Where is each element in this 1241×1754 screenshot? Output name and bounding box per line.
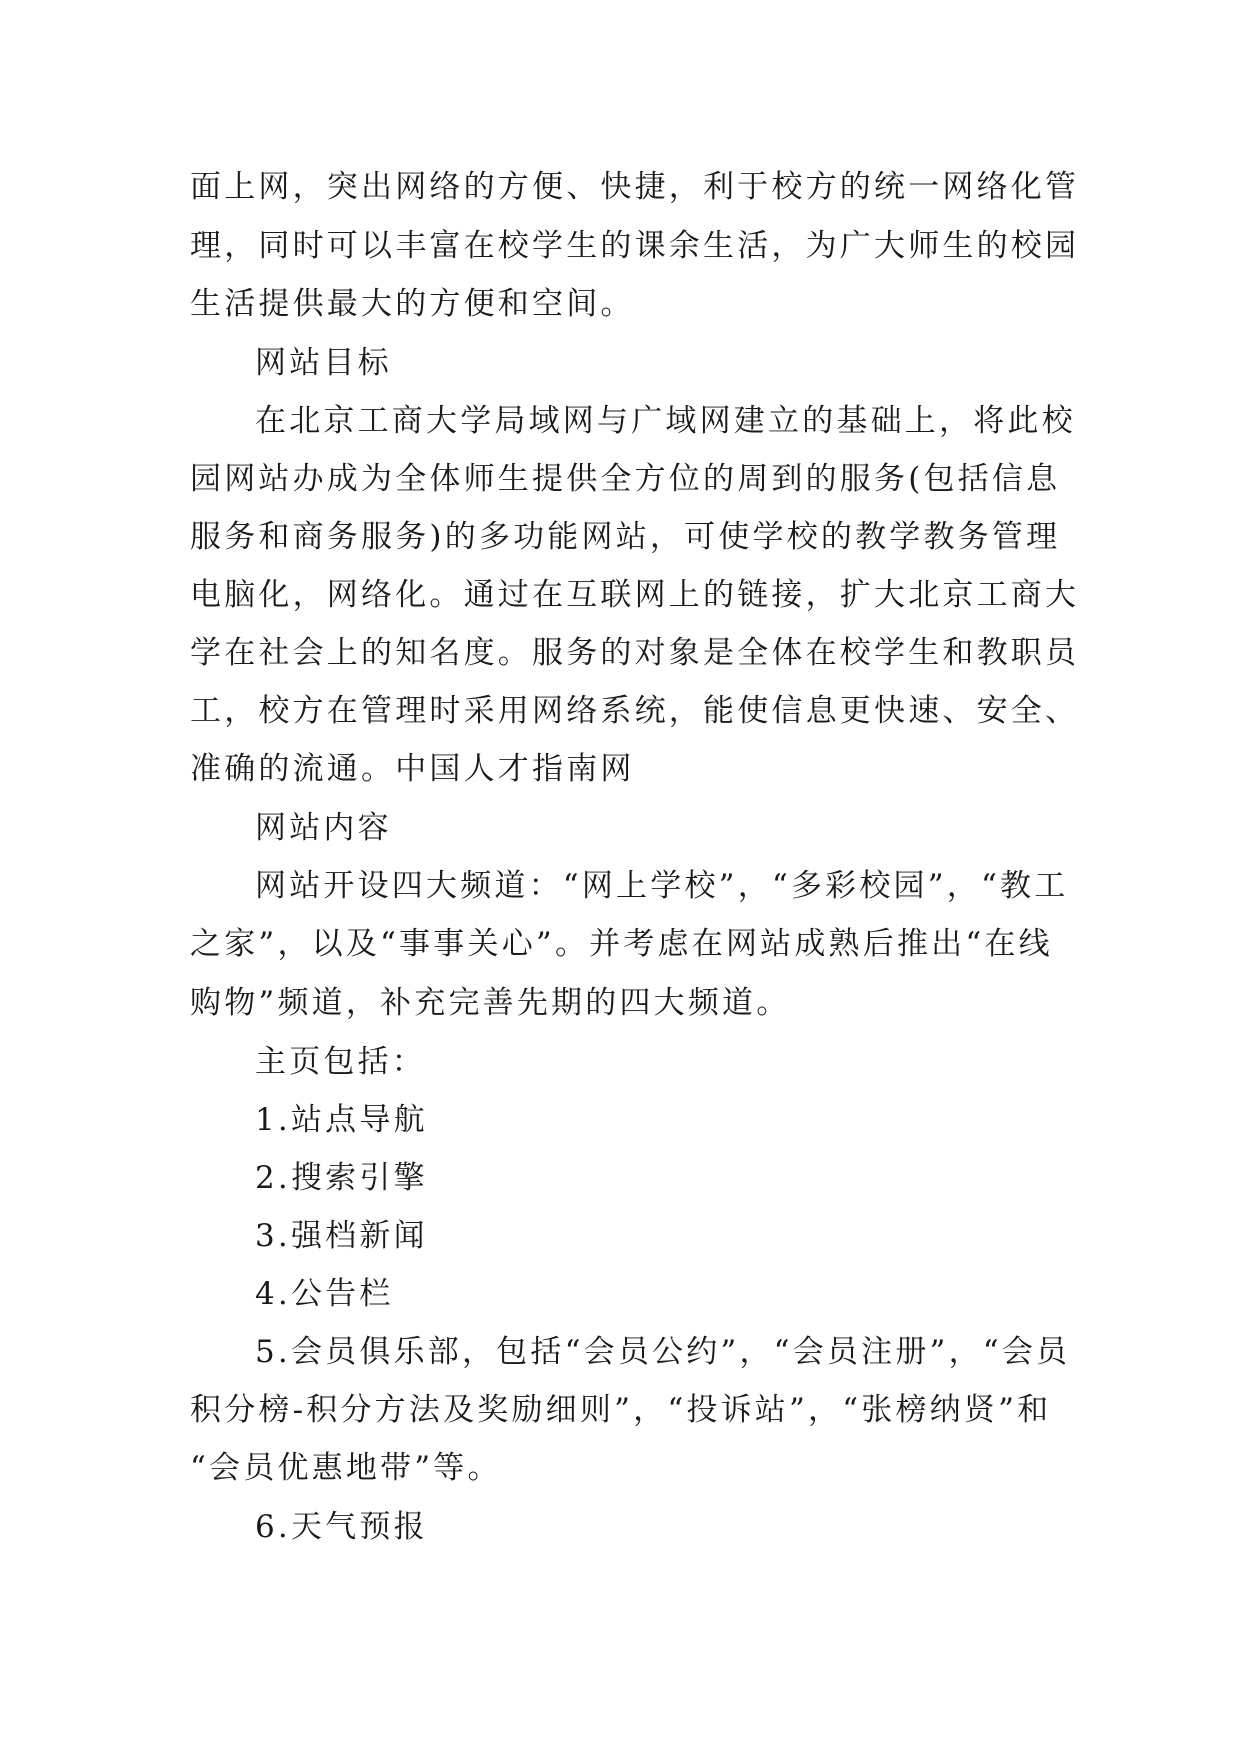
text-line: 购物”频道，补充完善先期的四大频道。 bbox=[190, 985, 791, 1021]
section-heading: 网站目标 bbox=[255, 345, 392, 381]
list-item: 3.强档新闻 bbox=[255, 1218, 428, 1254]
text-line: 生活提供最大的方便和空间。 bbox=[190, 286, 635, 322]
text-line: 之家”，以及“事事关心”。并考虑在网站成熟后推出“在线 bbox=[190, 926, 1053, 962]
text-line: 积分榜-积分方法及奖励细则”，“投诉站”，“张榜纳贤”和 bbox=[190, 1392, 1052, 1428]
text-line: 园网站办成为全体师生提供全方位的周到的服务(包括信息 bbox=[190, 461, 1061, 497]
list-item: 5.会员俱乐部，包括“会员公约”，“会员注册”，“会员 bbox=[255, 1334, 1071, 1370]
text-line: 面上网，突出网络的方便、快捷，利于校方的统一网络化管 bbox=[190, 169, 1080, 205]
text-line: 工，校方在管理时采用网络系统，能使信息更快速、安全、 bbox=[190, 693, 1080, 729]
text-line: 网站开设四大频道：“网上学校”，“多彩校园”，“教工 bbox=[255, 868, 1069, 904]
list-item: 1.站点导航 bbox=[255, 1102, 428, 1138]
list-item: 4.公告栏 bbox=[255, 1276, 394, 1312]
text-line: 电脑化，网络化。通过在互联网上的链接，扩大北京工商大 bbox=[190, 577, 1080, 613]
text-line: “会员优惠地带”等。 bbox=[190, 1450, 502, 1486]
text-line: 理，同时可以丰富在校学生的课余生活，为广大师生的校园 bbox=[190, 228, 1080, 264]
text-line: 主页包括： bbox=[255, 1044, 426, 1080]
text-line: 准确的流通。中国人才指南网 bbox=[190, 751, 635, 787]
section-heading: 网站内容 bbox=[255, 810, 392, 846]
list-item: 2.搜索引擎 bbox=[255, 1160, 428, 1196]
list-item: 6.天气预报 bbox=[255, 1509, 428, 1545]
text-line: 在北京工商大学局域网与广域网建立的基础上，将此校 bbox=[255, 403, 1076, 439]
text-line: 服务和商务服务)的多功能网站，可使学校的教学教务管理 bbox=[190, 519, 1061, 555]
text-line: 学在社会上的知名度。服务的对象是全体在校学生和教职员 bbox=[190, 635, 1080, 671]
